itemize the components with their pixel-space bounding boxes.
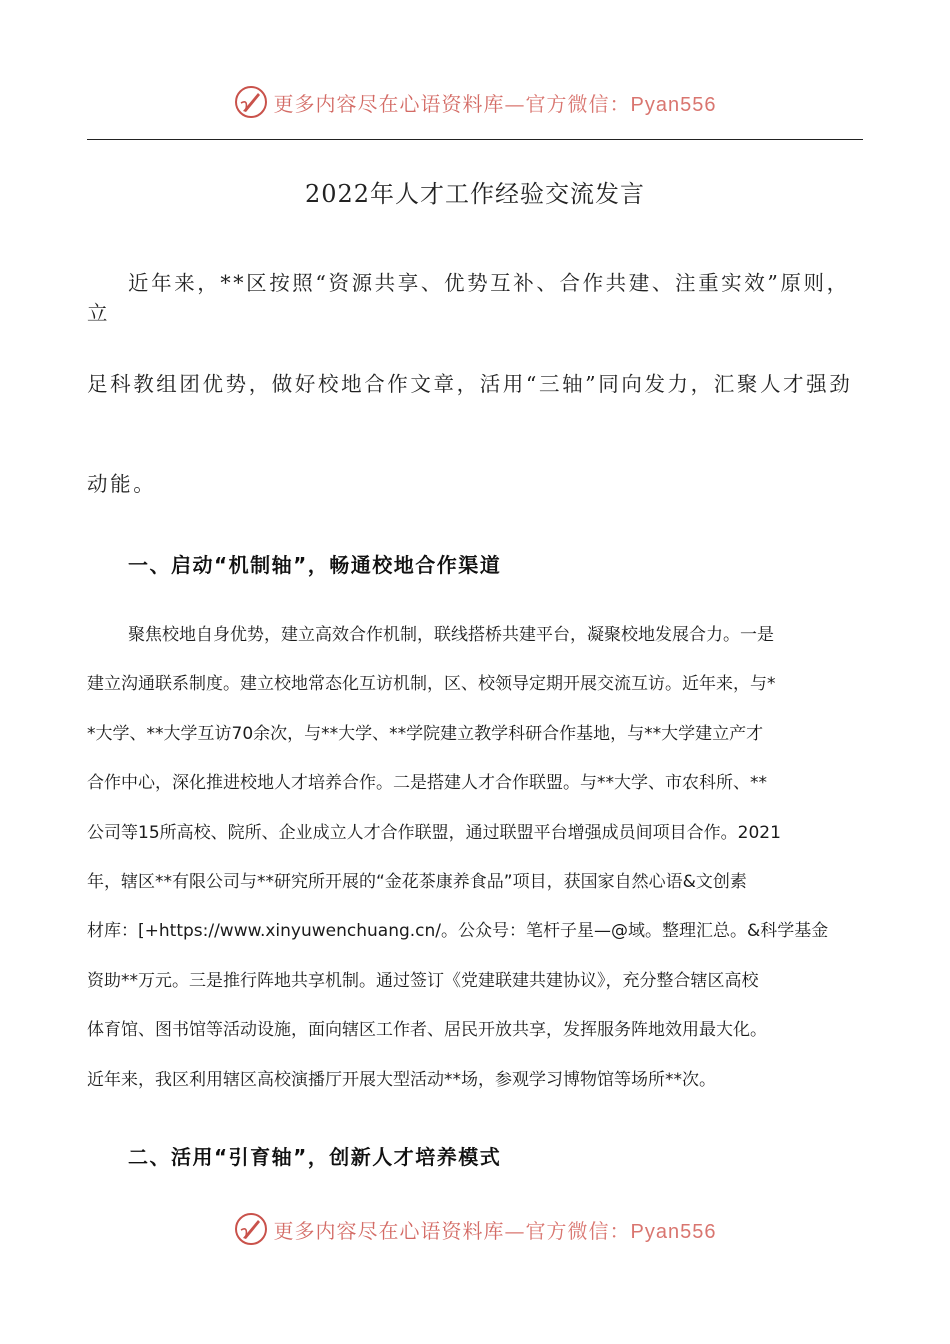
header-divider xyxy=(87,139,863,140)
body-line: 聚焦校地自身优势，建立高效合作机制，联线搭桥共建平台，凝聚校地发展合力。一是 xyxy=(128,625,774,645)
body-line: 资助**万元。三是推行阵地共享机制。通过签订《党建联建共建协议》，充分整合辖区高校 xyxy=(87,970,759,991)
section-2-heading: 二、活用“引育轴”，创新人才培养模式 xyxy=(128,1145,502,1169)
section-1-body xyxy=(87,620,863,1114)
intro-line-1: 近年来，**区按照“资源共享、优势互补、合作共建、注重实效”原则，立 xyxy=(87,271,850,325)
intro-line-3: 动能。 xyxy=(87,472,157,496)
body-line: 合作中心，深化推进校地人才培养合作。二是搭建人才合作联盟。与**大学、市农科所、** xyxy=(87,773,767,794)
document-title: 2022年人才工作经验交流发言 xyxy=(304,180,646,208)
quill-logo-icon xyxy=(234,85,268,119)
watermark-text: 更多内容尽在心语资料库—官方微信：Pyan556 xyxy=(273,91,717,116)
intro-line-2: 足科教组团优势，做好校地合作文章，活用“三轴”同向发力，汇聚人才强劲 xyxy=(87,372,853,396)
body-line: 体育馆、图书馆等活动设施，面向辖区工作者、居民开放共享，发挥服务阵地效用最大化。 xyxy=(87,1020,767,1041)
header-watermark xyxy=(0,82,950,122)
body-line: *大学、**大学互访70余次，与**大学、**学院建立教学科研合作基地，与**大学建立产才 xyxy=(87,723,764,744)
body-line: 材库：[+https://www.xinyuwenchuang.cn/。公众号：笔杆子星—@域。整理汇总。&科学基金 xyxy=(87,921,829,942)
quill-logo-icon xyxy=(234,1212,268,1246)
body-line: 年，辖区**有限公司与**研究所开展的“金花茶康养食品”项目，获国家自然心语&文创素 xyxy=(87,871,747,892)
section-1-heading: 一、启动“机制轴”，畅通校地合作渠道 xyxy=(128,553,502,577)
body-line: 建立沟通联系制度。建立校地常态化互访机制，区、校领导定期开展交流互访。近年来，与* xyxy=(87,674,776,695)
body-line: 公司等15所高校、院所、企业成立人才合作联盟，通过联盟平台增强成员间项目合作。2021 xyxy=(87,822,781,843)
body-line: 近年来，我区利用辖区高校演播厅开展大型活动**场，参观学习博物馆等场所**次。 xyxy=(87,1069,716,1090)
watermark-text: 更多内容尽在心语资料库—官方微信：Pyan556 xyxy=(273,1218,717,1243)
footer-watermark xyxy=(0,1209,950,1249)
